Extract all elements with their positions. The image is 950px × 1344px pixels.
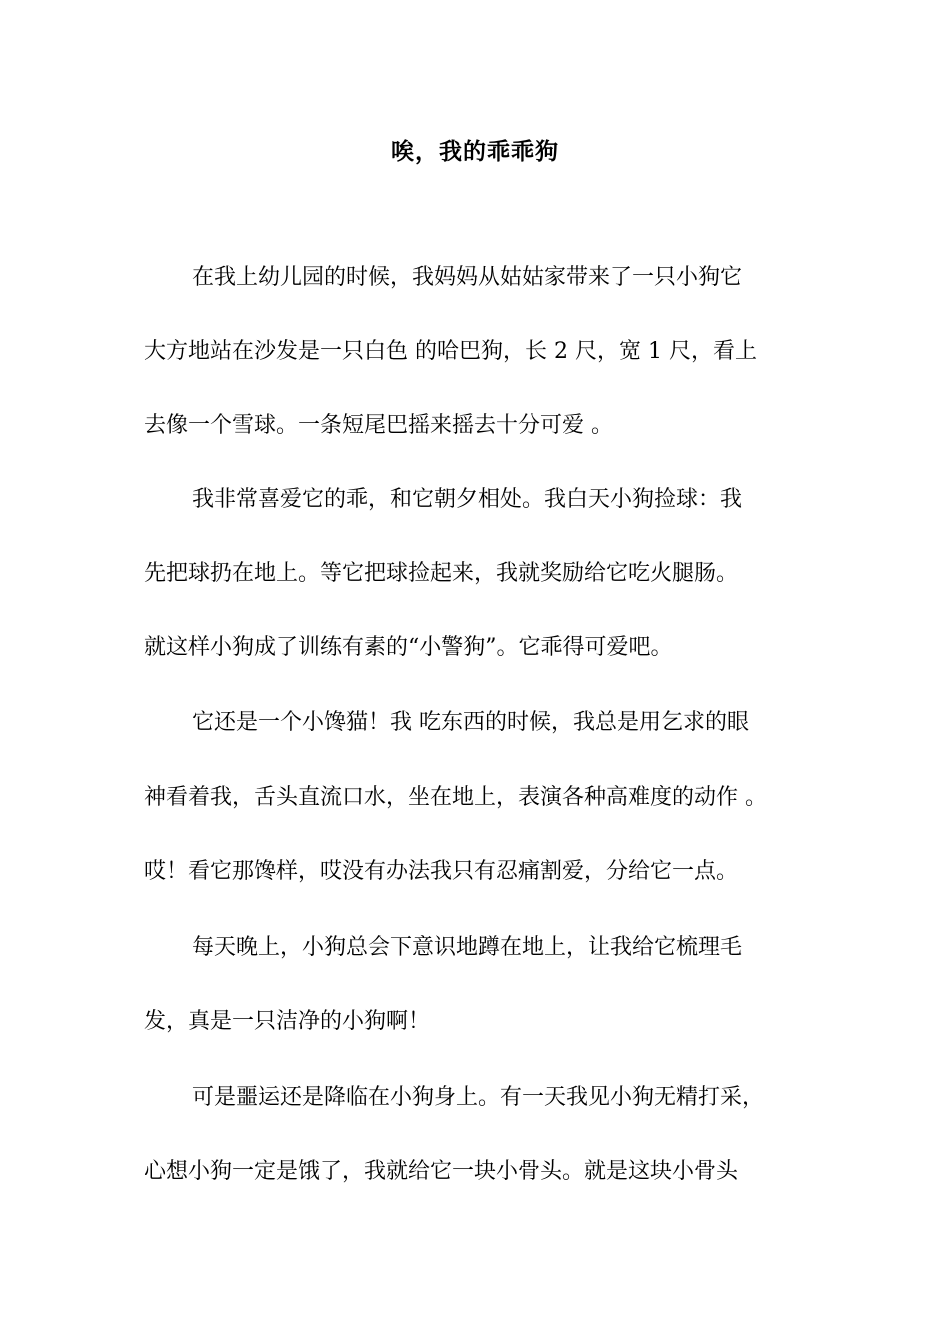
paragraph-5-line-1: 可是噩运还是降临在小狗身上。有一天我见小狗无精打采， (192, 1085, 765, 1110)
paragraph-3-line-3: 哎！看它那馋样，哎没有办法我只有忍痛割爱，分给它一点。 (144, 859, 739, 884)
paragraph-5-line-2: 心想小狗一定是饿了，我就给它一块小骨头。就是这块小骨头 (144, 1159, 739, 1184)
paragraph-1-line-3: 去像一个雪球。一条短尾巴摇来摇去十分可爱 。 (144, 413, 613, 438)
paragraph-2-line-2: 先把球扔在地上。等它把球捡起来，我就奖励给它吃火腿肠。 (144, 561, 739, 586)
paragraph-1-line-1: 在我上幼儿园的时候，我妈妈从姑姑家带来了一只小狗它 (192, 265, 743, 290)
paragraph-2-line-1: 我非常喜爱它的乖，和它朝夕相处。我白天小狗捡球：我 (192, 487, 743, 512)
paragraph-3-line-1: 它还是一个小馋猫！我 吃东西的时候，我总是用乞求的眼 (192, 710, 749, 735)
paragraph-1-line-2: 大方地站在沙发是一只白色 的哈巴狗，长 2 尺，宽 1 尺，看上 (144, 339, 757, 364)
paragraph-4-line-1: 每天晚上，小狗总会下意识地蹲在地上，让我给它梳理毛 (192, 935, 743, 960)
paragraph-2-line-3: 就这样小狗成了训练有素的“小警狗”。它乖得可爱吧。 (144, 635, 673, 660)
paragraph-4-line-2: 发，真是一只洁净的小狗啊！ (144, 1009, 431, 1034)
document-title: 唉，我的乖乖狗 (391, 139, 559, 165)
paragraph-3-line-2: 神看着我，舌头直流口水，坐在地上，表演各种高难度的动作 。 (144, 785, 767, 810)
